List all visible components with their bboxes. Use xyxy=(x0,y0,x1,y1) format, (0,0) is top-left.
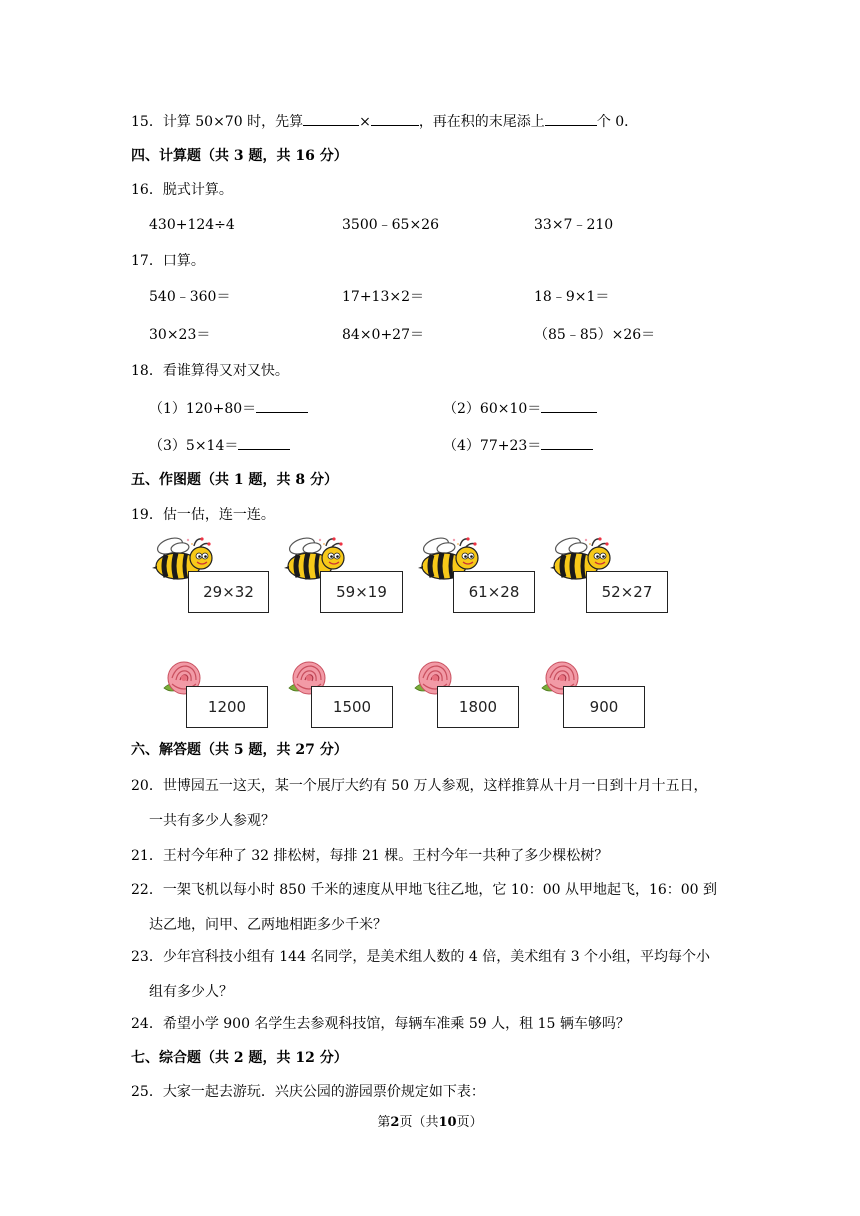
question-24: 24．希望小学 900 名学生去参观科技馆，每辆车准乘 59 人，租 15 辆车够吗？ xyxy=(131,1016,630,1032)
section-heading-4: 四、计算题（共 3 题，共 16 分） xyxy=(131,148,348,164)
q17-item-3: 18﹣9×1＝ xyxy=(534,289,610,305)
bee-expression-box-2[interactable]: 59×19 xyxy=(320,571,403,613)
q15-text-b: ，再在积的末尾添上 xyxy=(418,114,545,130)
q18-item-2 xyxy=(443,398,597,419)
q18-item-3-text: （3）5×14＝ xyxy=(149,438,239,454)
question-17-title: 17．口算。 xyxy=(131,253,205,269)
answer-blank[interactable] xyxy=(256,398,308,413)
rose-number-box-4[interactable]: 900 xyxy=(563,686,645,728)
q16-item-3: 33×7﹣210 xyxy=(534,217,614,233)
question-22-line-1: 22．一架飞机以每小时 850 千米的速度从甲地飞往乙地，它 10：00 从甲地起飞，16：00 到 xyxy=(131,882,718,898)
q18-item-1-text: （1）120+80＝ xyxy=(149,401,257,417)
q18-item-2-text: （2）60×10＝ xyxy=(443,401,542,417)
q17-item-1: 540﹣360＝ xyxy=(149,289,231,305)
answer-blank[interactable] xyxy=(238,435,290,450)
q15-times: × xyxy=(359,114,371,130)
q15-text-c: 个 0． xyxy=(596,114,639,130)
question-15 xyxy=(131,111,638,132)
footer-prefix: 第 xyxy=(377,1115,391,1130)
footer-suffix: 页） xyxy=(456,1115,483,1130)
bee-expression-box-3[interactable]: 61×28 xyxy=(453,571,535,613)
q18-item-1 xyxy=(149,398,308,419)
question-23-line-2: 组有多少人？ xyxy=(149,984,233,1000)
q16-item-1: 430+124÷4 xyxy=(149,217,235,233)
q15-text-a: 15．计算 50×70 时，先算 xyxy=(131,114,304,130)
footer-total-pages: 10 xyxy=(438,1115,457,1130)
question-22-line-2: 达乙地，问甲、乙两地相距多少千米？ xyxy=(149,917,387,933)
page-footer xyxy=(0,1111,860,1130)
answer-blank[interactable] xyxy=(545,111,597,126)
question-20-line-1: 20．世博园五一这天，某一个展厅大约有 50 万人参观，这样推算从十月一日到十月十五日， xyxy=(131,778,708,794)
section-heading-6: 六、解答题（共 5 题，共 27 分） xyxy=(131,742,348,758)
footer-mid: 页（共 xyxy=(399,1115,439,1130)
rose-number-box-2[interactable]: 1500 xyxy=(311,686,393,728)
question-18-title: 18．看谁算得又对又快。 xyxy=(131,363,289,379)
q17-item-5: 84×0+27＝ xyxy=(342,327,424,343)
section-heading-5: 五、作图题（共 1 题，共 8 分） xyxy=(131,472,338,488)
q17-item-2: 17+13×2＝ xyxy=(342,289,424,305)
bee-expression-box-1[interactable]: 29×32 xyxy=(188,571,269,613)
q17-item-4: 30×23＝ xyxy=(149,327,211,343)
answer-blank[interactable] xyxy=(541,435,593,450)
rose-number-box-1[interactable]: 1200 xyxy=(186,686,268,728)
answer-blank[interactable] xyxy=(371,111,419,126)
q18-item-3 xyxy=(149,435,290,456)
q18-item-4-text: （4）77+23＝ xyxy=(443,438,542,454)
section-heading-7: 七、综合题（共 2 题，共 12 分） xyxy=(131,1050,348,1066)
question-21: 21．王村今年种了 32 排松树，每排 21 棵。王村今年一共种了多少棵松树？ xyxy=(131,848,609,864)
footer-page-number: 2 xyxy=(390,1115,400,1130)
question-25: 25．大家一起去游玩．兴庆公园的游园票价规定如下表： xyxy=(131,1084,485,1100)
q18-item-4 xyxy=(443,435,593,456)
rose-number-box-3[interactable]: 1800 xyxy=(437,686,519,728)
question-20-line-2: 一共有多少人参观？ xyxy=(149,813,275,829)
bee-expression-box-4[interactable]: 52×27 xyxy=(586,571,668,613)
question-19-title: 19．估一估，连一连。 xyxy=(131,507,275,523)
question-16-title: 16．脱式计算。 xyxy=(131,182,233,198)
answer-blank[interactable] xyxy=(303,111,359,126)
answer-blank[interactable] xyxy=(541,398,597,413)
q16-item-2: 3500﹣65×26 xyxy=(342,217,439,233)
question-23-line-1: 23．少年宫科技小组有 144 名同学，是美术组人数的 4 倍，美术组有 3 个小组，平均每个小 xyxy=(131,949,711,965)
q17-item-6: （85﹣85）×26＝ xyxy=(534,327,656,343)
